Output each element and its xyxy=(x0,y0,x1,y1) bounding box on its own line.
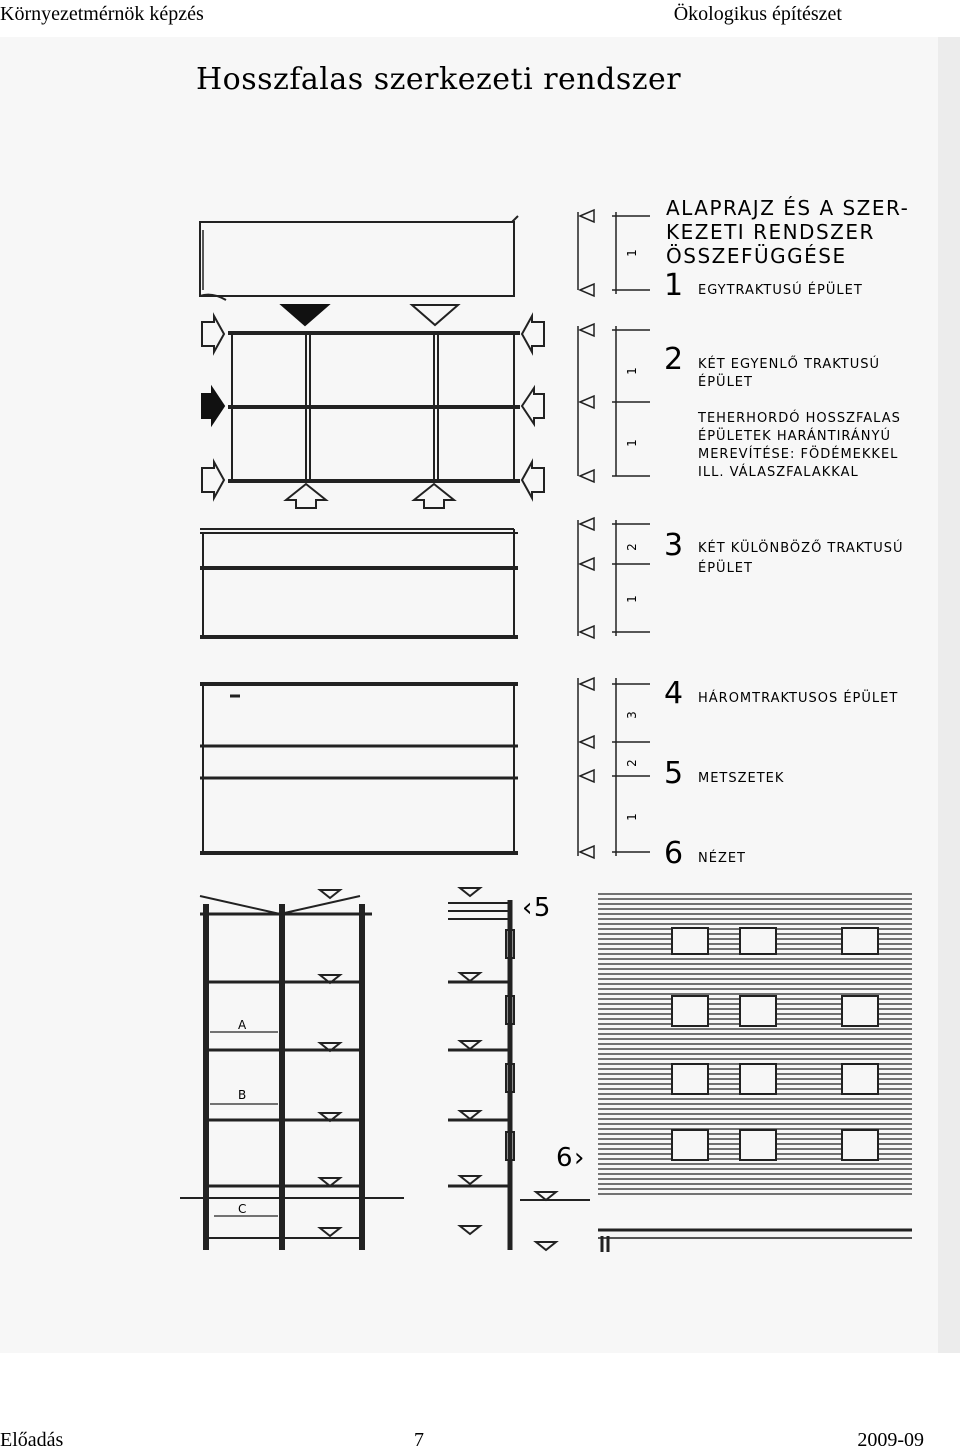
item-5-label: METSZETEK xyxy=(698,771,785,786)
dimension-chains xyxy=(578,210,650,858)
item-2-label-2: ÉPÜLET xyxy=(698,375,753,390)
dim-mark-3: 1 xyxy=(624,439,639,447)
note-line-4: ILL. VÁLASZFALAKKAL xyxy=(698,465,859,480)
note-line-2: ÉPÜLETEK HARÁNTIRÁNYÚ xyxy=(698,429,891,444)
item-6-label: NÉZET xyxy=(698,851,746,866)
dim-mark-5: 2 xyxy=(624,543,639,551)
item-3-label-2: ÉPÜLET xyxy=(698,561,753,576)
item-5-number: 5 xyxy=(664,756,684,791)
item-3-label-1: KÉT KÜLÖNBÖZŐ TRAKTUSÚ xyxy=(698,541,904,556)
section-marker: ‹5 xyxy=(522,893,552,923)
section-label-a: A xyxy=(238,1018,247,1032)
item-1-number: 1 xyxy=(664,268,684,303)
item-4-label: HÁROMTRAKTUSOS ÉPÜLET xyxy=(698,691,899,706)
header-course: Környezetmérnök képzés xyxy=(0,3,204,25)
section-thin xyxy=(448,888,590,1250)
dim-mark-6: 1 xyxy=(624,813,639,821)
dim-mark-4: 1 xyxy=(624,595,639,603)
dim-mark-1: 1 xyxy=(624,249,639,257)
plan-3 xyxy=(200,529,518,637)
intro-line-3: ÖSSZEFÜGGÉSE xyxy=(666,244,847,268)
footer-label: Előadás xyxy=(0,1429,64,1451)
plan-2 xyxy=(202,305,544,508)
facade-plan-strip xyxy=(598,1230,912,1252)
item-2-label-1: KÉT EGYENLŐ TRAKTUSÚ xyxy=(698,357,881,372)
note-line-3: MEREVÍTÉSE: FÖDÉMEKKEL xyxy=(698,447,899,462)
item-3-number: 3 xyxy=(664,528,684,563)
item-1-label: EGYTRAKTUSÚ ÉPÜLET xyxy=(698,283,863,298)
section-label-b: B xyxy=(238,1088,247,1102)
intro-line-2: KEZETI RENDSZER xyxy=(666,220,875,244)
dim-mark-7: 3 xyxy=(624,711,639,719)
intro-line-1: ALAPRAJZ ÉS A SZER- xyxy=(666,196,910,220)
drawing-title: Hosszfalas szerkezeti rendszer xyxy=(196,62,682,97)
view-marker: 6› xyxy=(556,1143,586,1173)
footer-date: 2009-09 xyxy=(857,1429,924,1451)
plan-4 xyxy=(200,684,518,853)
plan-1 xyxy=(200,216,518,300)
item-2-number: 2 xyxy=(664,342,684,377)
dim-mark-2: 1 xyxy=(624,367,639,375)
section-drawing xyxy=(180,890,404,1250)
dim-mark-8: 2 xyxy=(624,759,639,767)
item-6-number: 6 xyxy=(664,836,684,871)
note-line-1: TEHERHORDÓ HOSSZFALAS xyxy=(698,411,901,426)
footer-page-number: 7 xyxy=(414,1429,424,1451)
section-label-c: C xyxy=(238,1202,247,1216)
item-4-number: 4 xyxy=(664,676,684,711)
header-subject: Ökologikus építészet xyxy=(673,3,842,25)
